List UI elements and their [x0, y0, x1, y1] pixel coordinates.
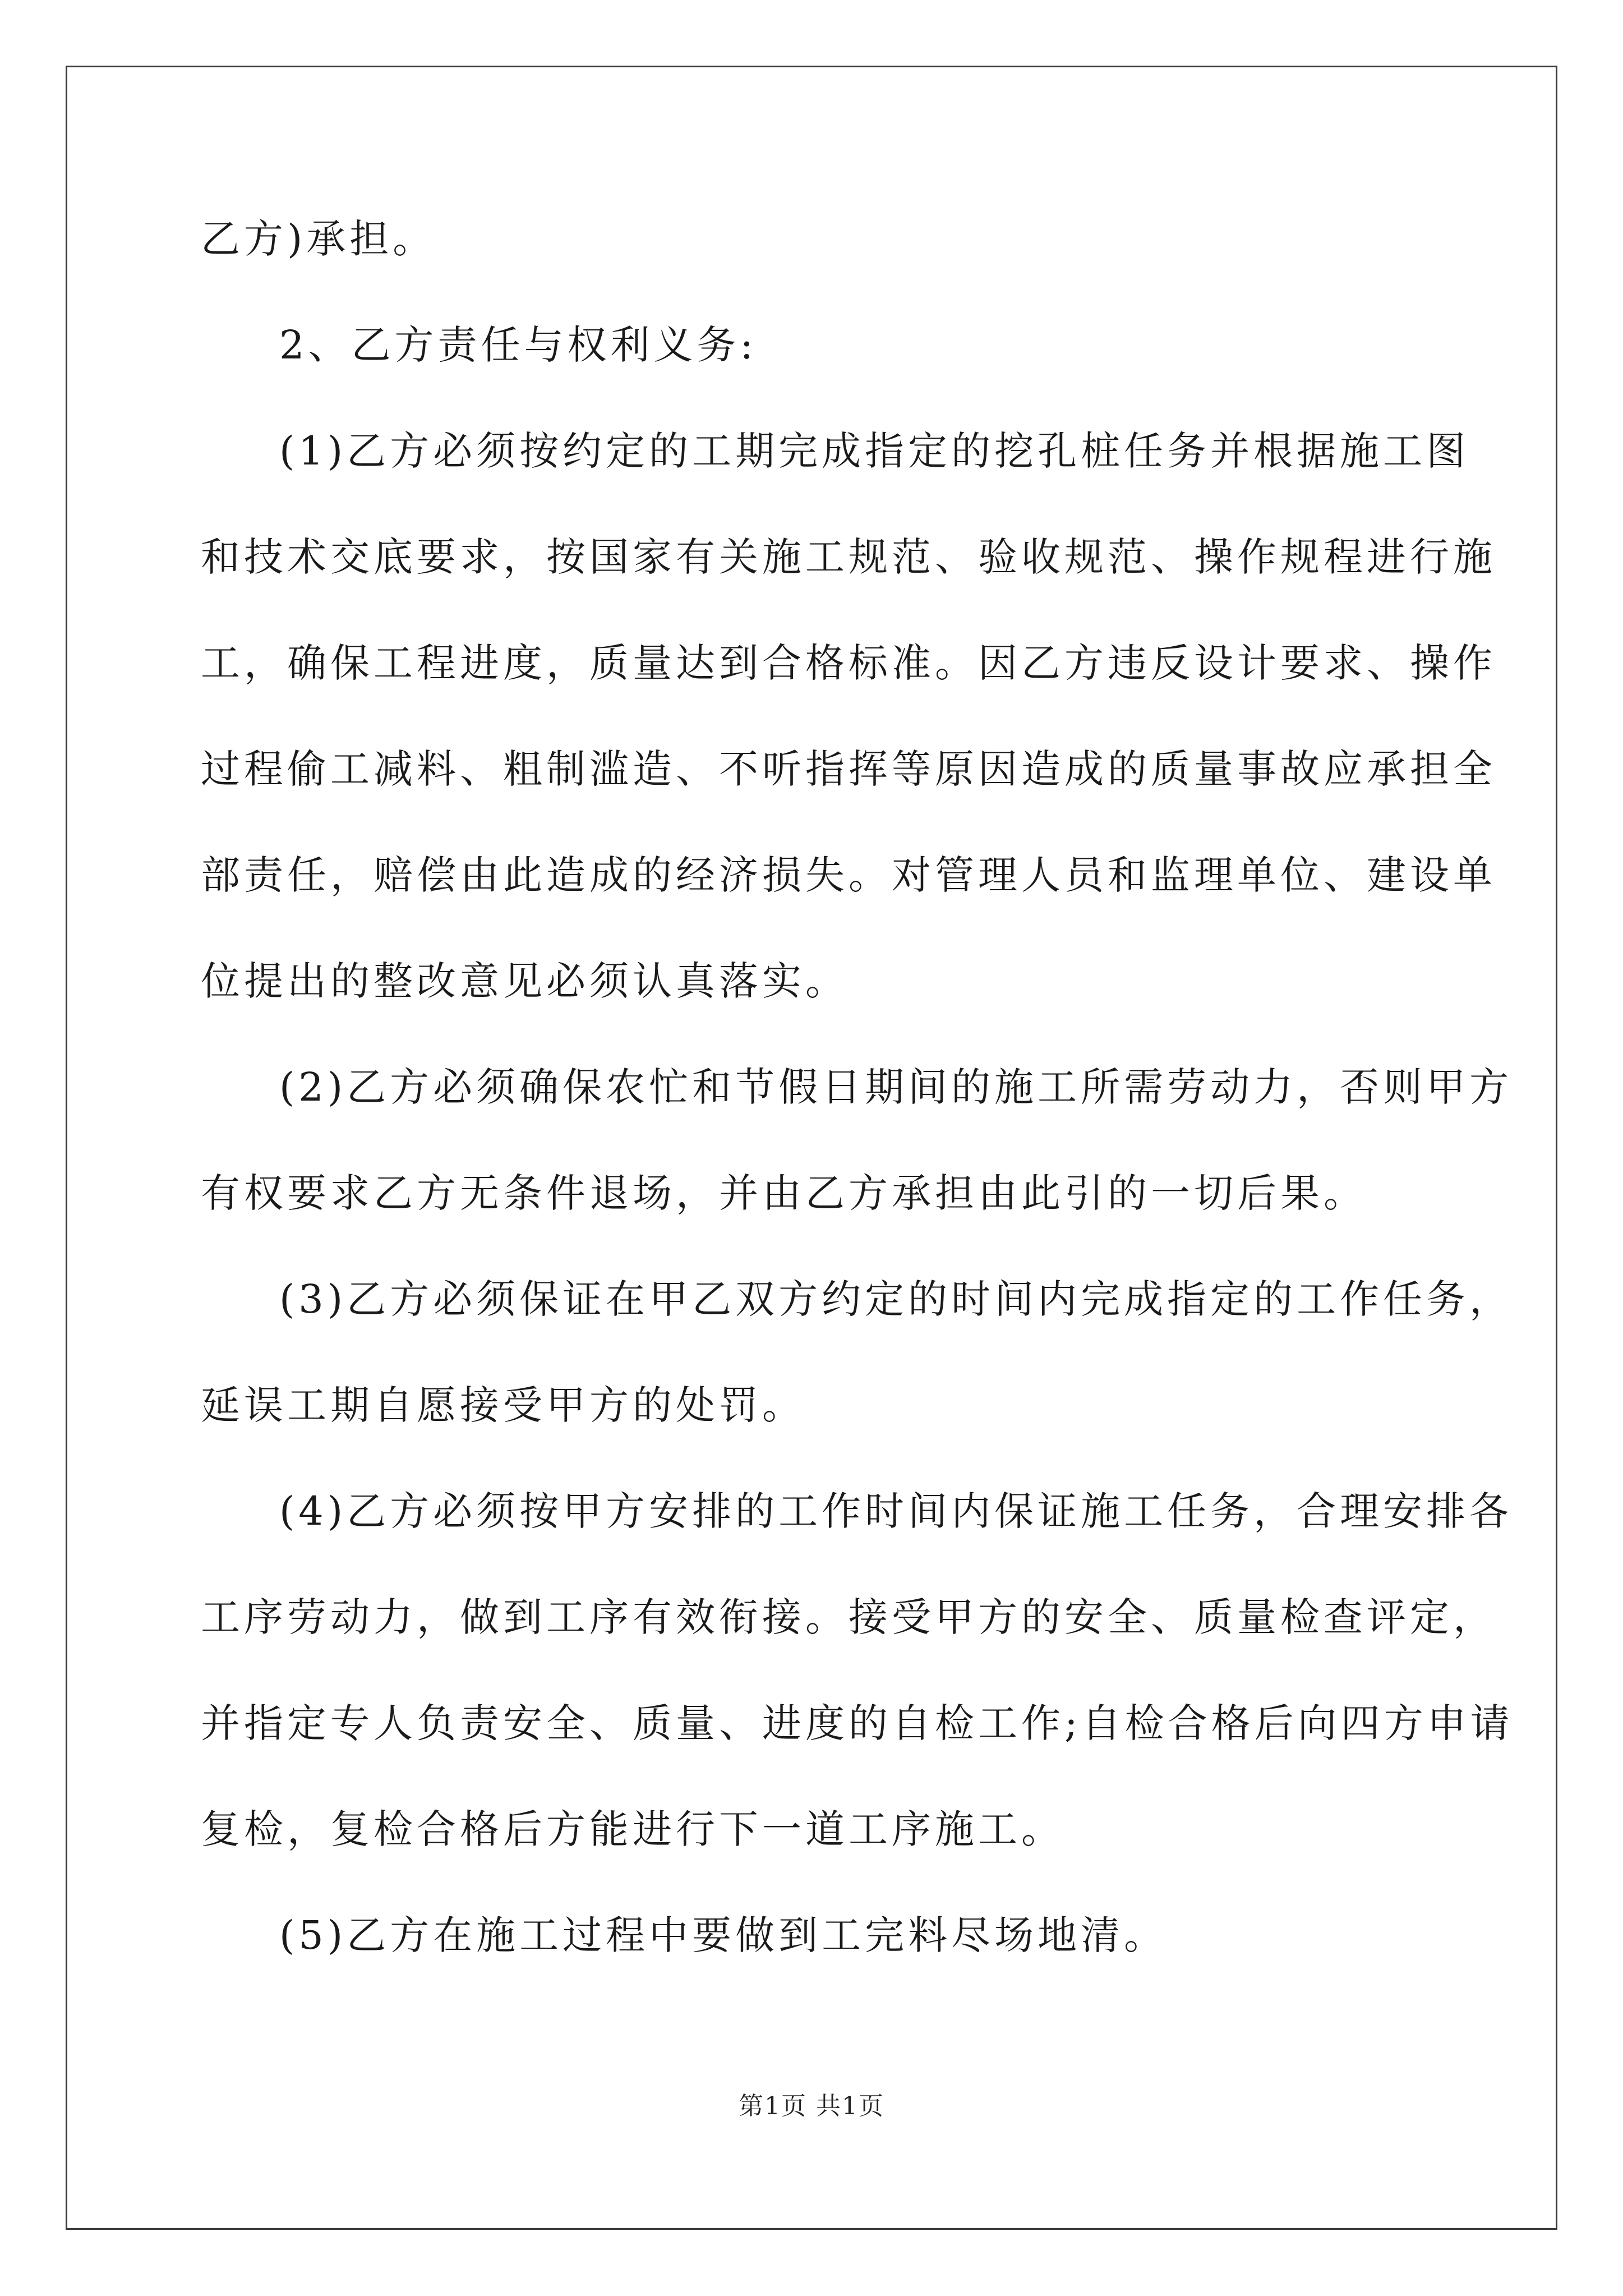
text-line: 延误工期自愿接受甲方的处罚。 — [201, 1382, 805, 1428]
text-line: 工，确保工程进度，质量达到合格标准。因乙方违反设计要求、操作 — [201, 640, 1496, 686]
page-border — [66, 66, 1557, 2230]
text-line: (2)乙方必须确保农忙和节假日期间的施工所需劳动力，否则甲方 — [279, 1064, 1513, 1110]
text-line: 过程偷工减料、粗制滥造、不听指挥等原因造成的质量事故应承担全 — [201, 746, 1496, 792]
text-line: (5)乙方在施工过程中要做到工完料尽场地清。 — [279, 1912, 1168, 1958]
text-line: 2、乙方责任与权利义务: — [279, 322, 758, 368]
text-line: 并指定专人负责安全、质量、进度的自检工作;自检合格后向四方申请 — [201, 1700, 1514, 1746]
text-line: (4)乙方必须按甲方安排的工作时间内保证施工任务，合理安排各 — [279, 1488, 1513, 1534]
text-line: 部责任，赔偿由此造成的经济损失。对管理人员和监理单位、建设单 — [201, 852, 1496, 898]
text-line: 有权要求乙方无条件退场，并由乙方承担由此引的一切后果。 — [201, 1170, 1367, 1216]
text-line: 和技术交底要求，按国家有关施工规范、验收规范、操作规程进行施 — [201, 534, 1496, 580]
page-footer: 第1页 共1页 — [739, 2092, 884, 2120]
text-line: 工序劳动力，做到工序有效衔接。接受甲方的安全、质量检查评定， — [201, 1594, 1496, 1640]
text-line: 复检，复检合格后方能进行下一道工序施工。 — [201, 1806, 1064, 1852]
text-line: 乙方)承担。 — [201, 216, 436, 262]
text-line: (1)乙方必须按约定的工期完成指定的挖孔桩任务并根据施工图 — [279, 428, 1470, 474]
text-line: 位提出的整改意见必须认真落实。 — [201, 958, 849, 1004]
text-line: (3)乙方必须保证在甲乙双方约定的时间内完成指定的工作任务， — [279, 1276, 1513, 1322]
